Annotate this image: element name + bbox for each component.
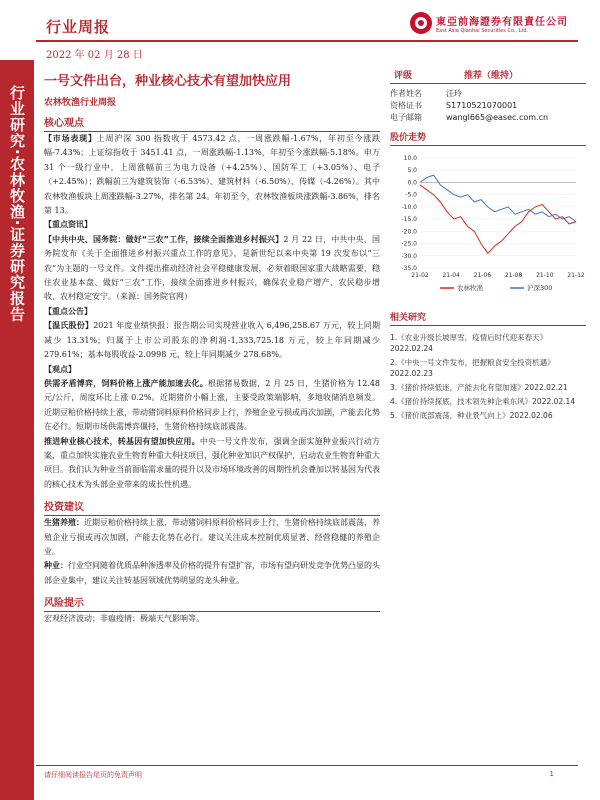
- y-tick-label: -35.0: [401, 265, 417, 272]
- y-tick-label: 5.0: [407, 167, 417, 175]
- trend-heading: 股价走势: [390, 128, 586, 146]
- x-tick-label: 21-12: [567, 272, 585, 279]
- sidebar: [0, 60, 34, 800]
- logo-name-cn: 東亞前海證券有限責任公司: [436, 16, 568, 28]
- price-trend-chart: [390, 150, 586, 304]
- analyst-row: [390, 100, 586, 112]
- view1-paragraph: [44, 377, 380, 435]
- analyst-value: 汪玲: [446, 89, 462, 98]
- focus-label: 【中共中央、国务院：做好“三农”工作，接续全面推进乡村振兴】: [44, 234, 284, 244]
- invest1-text: 近期豆粕价格持续上涨，带动猪饲料原料价格同步上行，生猪价格持续底部震荡，养殖企业亏损或再次加剧，产能去化势在必行。建议关注成本控制优质显著、经营稳健的养殖企业。: [44, 518, 380, 556]
- analyst-key: 作者姓名: [390, 89, 422, 98]
- related-list: [390, 332, 586, 421]
- invest2-paragraph: [44, 559, 380, 588]
- y-tick-label: -15.0: [401, 216, 417, 224]
- document-subtitle: 农林牧渔行业周报: [44, 98, 117, 108]
- related-item[interactable]: 3.《猪价持续低迷，产能去化有望加速》2022.02.21: [390, 383, 568, 392]
- series-line: [420, 175, 576, 222]
- y-tick-label: -20.0: [401, 228, 417, 236]
- x-tick-label: 21-10: [536, 272, 554, 279]
- analyst-row: [390, 112, 586, 124]
- analyst-value: wangl665@easec.com.cn: [446, 113, 549, 122]
- rating-bar: [390, 66, 586, 84]
- invest2-label: 种业：: [44, 561, 68, 571]
- company-logo-icon: [410, 12, 432, 34]
- legend-label: 农林牧渔: [457, 284, 483, 292]
- related-item[interactable]: 2.《中央一号文件发布，把握粮食安全投资机遇》2022.02.23: [390, 358, 555, 378]
- related-item[interactable]: 1.《农业升级长坡厚雪，疫情后时代迎来春天》2022.02.24: [390, 333, 548, 353]
- main-content: [44, 70, 380, 627]
- view2-label: 推进种业核心技术，转基因有望加快应用。: [44, 436, 200, 446]
- invest-heading: 投资建议: [44, 498, 380, 516]
- notice-text: 2021 年度业绩快报：报告期公司实现营业收入 6,496,258.67 万元，较上同期减少 13.31%；归属于上市公司股东的净利润-1,333,725.18 万元，较上年同期减少 279.61%；基本每股收益-2.0998 元，较上年同期减少 278.68%。: [44, 321, 380, 360]
- y-tick-label: -30.0: [401, 252, 417, 260]
- header-title: 行业周报: [46, 18, 111, 36]
- sidebar-text: 行业研究·农林牧渔·证券研究报告: [8, 85, 26, 323]
- market-text: 上周沪深 300 指数收于 4573.42 点，一周涨跌幅-1.67%，年初至今涨跌幅-7.43%；上证综指收于 3451.41 点，一周涨跌幅-1.13%，年初至今涨跌幅-5.18%。申万 31 个一级行业中，上周涨幅前三为电力设备（+4.25%）、国防军工（+3.05%）、电子（+2.45%）；跌幅前三为建筑装饰（-6.53%）、建筑材料（-6.50%）、传媒（-4.26%）。其中农林牧渔板块上周涨跌幅-3.27%，排名第 24。年初至今，农林牧渔板块涨跌幅-3.86%，排名第 13。: [44, 134, 381, 216]
- view2-text: 中央一号文件发布，强调全面实施种业振兴行动方案，重点加快实施农业生物育种重大科技项目，强化种业知识产权保护，启动农业生物育种重大项目。我们认为种业当前面临需求量的提升以及市场环境改善的周期性机会叠加以转基因为代表的核心技术为头部企业带来的成长性机遇。: [44, 436, 381, 489]
- x-tick-label: 21-06: [473, 272, 492, 279]
- analyst-key: 电子邮箱: [390, 113, 422, 122]
- y-tick-label: -5.0: [405, 191, 417, 199]
- footer-disclaimer: 请仔细阅读报告尾页的免责声明: [44, 771, 142, 779]
- focus-heading-para: [44, 218, 380, 232]
- analyst-info: [390, 88, 586, 124]
- y-tick-label: -10.0: [401, 203, 417, 211]
- logo: [410, 12, 568, 34]
- notice-paragraph: [44, 319, 380, 362]
- market-label: 【市场表现】: [44, 134, 97, 143]
- x-tick-label: 21-08: [504, 272, 523, 279]
- invest1-paragraph: [44, 516, 380, 559]
- report-date: 2022 年 02 月 28 日: [46, 50, 143, 61]
- focus-text: 2 月 22 日，中共中央、国务院发布《关于全面推进乡村振兴重点工作的意见》，是新世纪以来中央第 19 次发布以“三农”为主题的一号文件。文件提出推动经济社会平稳健康发展，必须着眼国家重大战略需要，稳住农业基本盘、做好“三农”工作，接续全面推进乡村振兴，确保农业稳产增产、农民稳步增收、农村稳定安宁。（来源：国务院官网）: [44, 234, 380, 302]
- y-tick-label: 0.0: [407, 179, 417, 187]
- header-divider: [36, 40, 578, 42]
- invest1-label: 生猪养殖：: [44, 518, 84, 528]
- view1-text: 根据猪易数据，2 月 25 日，生猪价格为 12.48 元/公斤，周度环比上涨 0.2%。近期猪价小幅上涨，主要受政策端影响，多地收储消息频发。近期豆粕价格持续上涨，带动猪饲料原料价格同步上行，养殖企业亏损或再次加剧，产能去化势在必行。短期市场供需博弈僵持，生猪价格持续底部震荡。: [44, 378, 381, 432]
- notice-label: 【温氏股份】: [44, 321, 94, 331]
- analyst-value: S1710521070001: [446, 101, 518, 110]
- analyst-key: 资格证书: [390, 101, 422, 110]
- x-tick-label: 21-02: [411, 272, 429, 279]
- right-panel: [390, 66, 586, 421]
- y-tick-label: -25.0: [401, 240, 417, 248]
- risk-text: 宏观经济波动；非瘟疫情；极端天气影响等。: [44, 614, 204, 624]
- y-tick-label: 10.0: [403, 155, 417, 162]
- view2-paragraph: [44, 435, 380, 493]
- risk-heading: 风险提示: [44, 594, 380, 612]
- focus-paragraph: [44, 233, 380, 305]
- related-item[interactable]: 4.《猪价持续探底，技术领先种企乘东风》2022.02.14: [390, 397, 576, 406]
- analyst-row: [390, 88, 586, 100]
- footer-divider: [36, 765, 578, 766]
- document-title: 一号文件出台，种业核心技术有望加快应用: [44, 74, 292, 89]
- related-heading: 相关研究: [390, 308, 586, 326]
- rating-value: 推荐（维持）: [464, 71, 519, 81]
- notice-heading-para: [44, 305, 380, 319]
- page-number: 1: [549, 770, 554, 778]
- view-heading: 【观点】: [44, 364, 76, 374]
- logo-name-en: East Asia Qianhai Securities Co., Ltd.: [436, 27, 529, 34]
- view-heading-para: [44, 363, 380, 377]
- notice-heading: 【重点公告】: [44, 306, 92, 316]
- rating-label: 评级: [394, 71, 413, 81]
- view1-label: 供需矛盾博弈，饲料价格上涨产能加速去化。: [44, 378, 208, 388]
- market-paragraph: [44, 132, 380, 218]
- core-view-heading: 核心观点: [44, 114, 380, 132]
- related-item[interactable]: 5.《猪价底部震荡，种业景气向上》2022.02.06: [390, 411, 553, 420]
- invest2-text: 行业空间随着优质品种渗透率及价格的提升有望扩容，市场有望向研发竞争优势凸显的头部企业集中，建议关注转基因领域优势明显的龙头种业。: [44, 561, 380, 585]
- x-tick-label: 21-04: [442, 272, 460, 279]
- chart-svg: [390, 150, 586, 300]
- legend-label: 沪深300: [527, 284, 553, 292]
- focus-heading: 【重点资讯】: [44, 220, 92, 230]
